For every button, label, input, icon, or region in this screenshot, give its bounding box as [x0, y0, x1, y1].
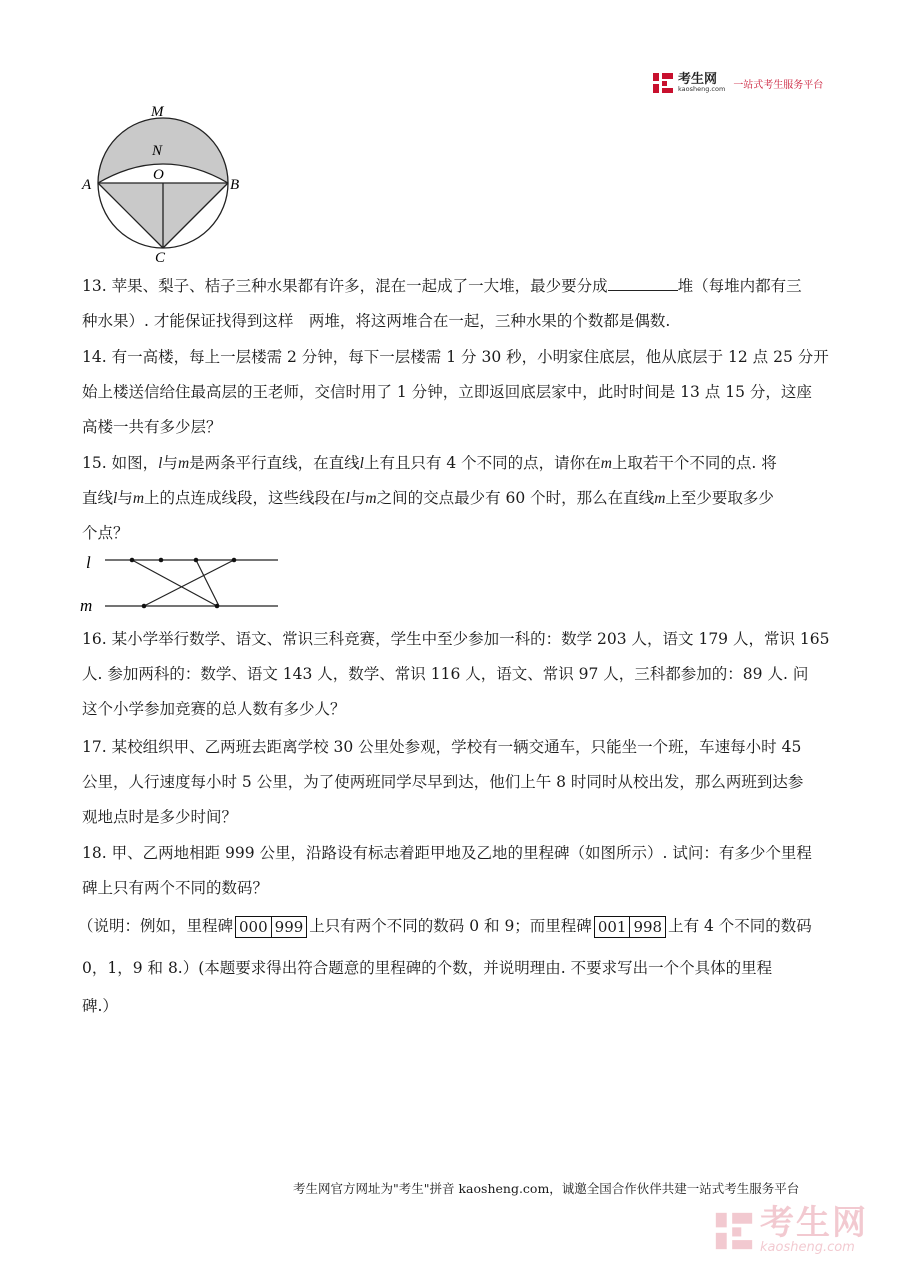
q15-var-l: l [359, 455, 364, 472]
q16-text-line1: 某小学举行数学、语文、常识三科竞赛，学生中至少参加一科的：数学 203 人，语文 179 人，常识 165 [111, 630, 830, 648]
q18-note-line [78, 916, 812, 938]
q14-text-line1: 有一高楼，每上一层楼需 2 分钟，每下一层楼需 1 分 30 秒，小明家住底层，他从底层于 12 点 25 分开 [111, 348, 829, 366]
point-l-3 [194, 558, 199, 563]
q18-line4: 0，1，9 和 8.）(本题要求得出符合题意的里程碑的个数，并说明理由. 不要求写出一个个具体的里程 [82, 959, 773, 977]
parallel-lines-figure [78, 548, 288, 618]
point-m-1 [142, 604, 147, 609]
q16-number: 16. [82, 630, 107, 648]
milestone-2-left: 001 [597, 918, 627, 936]
q14-line1 [82, 347, 829, 367]
header-slogan: 一站式考生服务平台 [733, 79, 824, 91]
milestone-2-right: 998 [629, 917, 665, 937]
footer-text[interactable]: 考生网官方网址为"考生"拼音 kaosheng.com，诚邀全国合作伙伴共建一站式考生服务平台 [293, 1181, 800, 1196]
q15-text: 与 [349, 489, 366, 507]
q13-answer-blank[interactable] [608, 276, 678, 291]
watermark [714, 1203, 868, 1255]
q15-text: 直线 [82, 489, 114, 507]
q14-line2: 始上楼送信给住最高层的王老师，交信时用了 1 分钟，立即返回底层家中，此时时间是 13 点 15 分，这座 [82, 383, 812, 401]
q15-text: 与 [117, 489, 133, 507]
header-brand: 考生网 [678, 72, 718, 87]
milestone-box-1 [235, 916, 307, 938]
q15-text: 上取若干个不同的点. 将 [611, 454, 777, 472]
q15-var-l: l [113, 490, 118, 507]
q16-line3: 这个小学参加竞赛的总人数有多少人？ [82, 700, 346, 718]
watermark-brand: 考生网 [760, 1203, 868, 1243]
q18-note-b: 上只有两个不同的数码 0 和 9；而里程碑 [309, 917, 592, 935]
q15-text: 之间的交点最少有 60 个时，那么在直线 [376, 489, 655, 507]
q13-number: 13. [82, 277, 107, 295]
kaosheng-logo-icon [652, 72, 674, 94]
label-C: C [155, 250, 166, 265]
label-B: B [230, 177, 240, 193]
q17-line3: 观地点时是多少时间？ [82, 808, 238, 826]
point-l-1 [130, 558, 135, 563]
q18-note-c: 上有 4 个不同的数码 [668, 917, 812, 935]
q15-var-m: m [654, 490, 666, 507]
q15-text: 上有且只有 4 个不同的点，请你在 [363, 454, 601, 472]
watermark-logo-icon [714, 1211, 754, 1251]
q13-line1 [82, 276, 802, 296]
q15-text: 如图， [111, 454, 159, 472]
milestone-1-right: 999 [271, 917, 307, 937]
q13-part1: 苹果、梨子、桔子三种水果都有许多，混在一起成了一大堆，最少要分成 [111, 277, 608, 295]
q14-line3: 高楼一共有多少层？ [82, 418, 222, 436]
header-logo[interactable] [652, 70, 823, 96]
q18-line2: 碑上只有两个不同的数码？ [82, 879, 269, 897]
q18-text-line1: 甲、乙两地相距 999 公里，沿路设有标志着距甲地及乙地的里程碑（如图所示）. 试问：有多少个里程 [111, 844, 812, 862]
q15-var-m: m [600, 455, 612, 472]
q13-line2: 种水果）. 才能保证找得到这样 两堆，将这两堆合在一起，三种水果的个数都是偶数. [82, 312, 671, 330]
segment-2 [196, 560, 219, 606]
label-M: M [151, 104, 164, 120]
q15-line1 [82, 453, 777, 474]
point-l-4 [232, 558, 237, 563]
watermark-domain: kaosheng.com [760, 1240, 855, 1255]
q18-line5: 碑.） [82, 997, 118, 1015]
q18-line1 [82, 843, 812, 863]
q15-line3: 个点？ [82, 524, 129, 542]
circle-figure [78, 100, 248, 265]
segment-1 [132, 560, 217, 606]
header-domain: kaosheng.com [678, 85, 726, 93]
q14-number: 14. [82, 348, 107, 366]
q16-line2: 人. 参加两科的：数学、语文 143 人，数学、常识 116 人，语文、常识 97 人，三科都参加的：89 人. 问 [82, 665, 809, 683]
q15-line2 [82, 488, 774, 509]
q17-line1 [82, 737, 801, 757]
milestone-box-2 [594, 916, 666, 938]
header-brand-block [678, 73, 725, 93]
q17-text-line1: 某校组织甲、乙两班去距离学校 30 公里处参观，学校有一辆交通车，只能坐一个班，车速每小时 45 [111, 738, 802, 756]
q15-var-m: m [132, 490, 145, 507]
q15-text: 与 [162, 454, 178, 472]
q18-number: 18. [82, 844, 107, 862]
q15-var-l: l [158, 455, 163, 472]
q15-var-m: m [365, 490, 377, 507]
q15-var-l: l [345, 490, 350, 507]
point-l-2 [159, 558, 164, 563]
q13-part2: 堆（每堆内都有三 [677, 277, 802, 295]
watermark-text-block [760, 1203, 868, 1255]
label-A: A [82, 177, 92, 193]
line-l-label: l [86, 553, 91, 572]
q18-note-a: （说明：例如，里程碑 [78, 917, 234, 935]
q15-text: 上的点连成线段，这些线段在 [144, 489, 346, 507]
q17-line2: 公里，人行速度每小时 5 公里，为了使两班同学尽早到达，他们上午 8 时同时从校出发，那么两班到达参 [82, 773, 804, 791]
q15-text: 是两条平行直线，在直线 [189, 454, 360, 472]
q15-number: 15. [82, 454, 107, 472]
label-N: N [152, 143, 163, 159]
line-m-label: m [80, 596, 93, 615]
q15-text: 上至少要取多少 [665, 489, 774, 507]
milestone-1-left: 000 [239, 918, 268, 936]
label-O: O [153, 167, 164, 183]
q16-line1 [82, 629, 830, 649]
point-m-2 [215, 604, 220, 609]
segment-3 [144, 560, 234, 606]
q15-var-m: m [177, 455, 190, 472]
q17-number: 17. [82, 738, 107, 756]
